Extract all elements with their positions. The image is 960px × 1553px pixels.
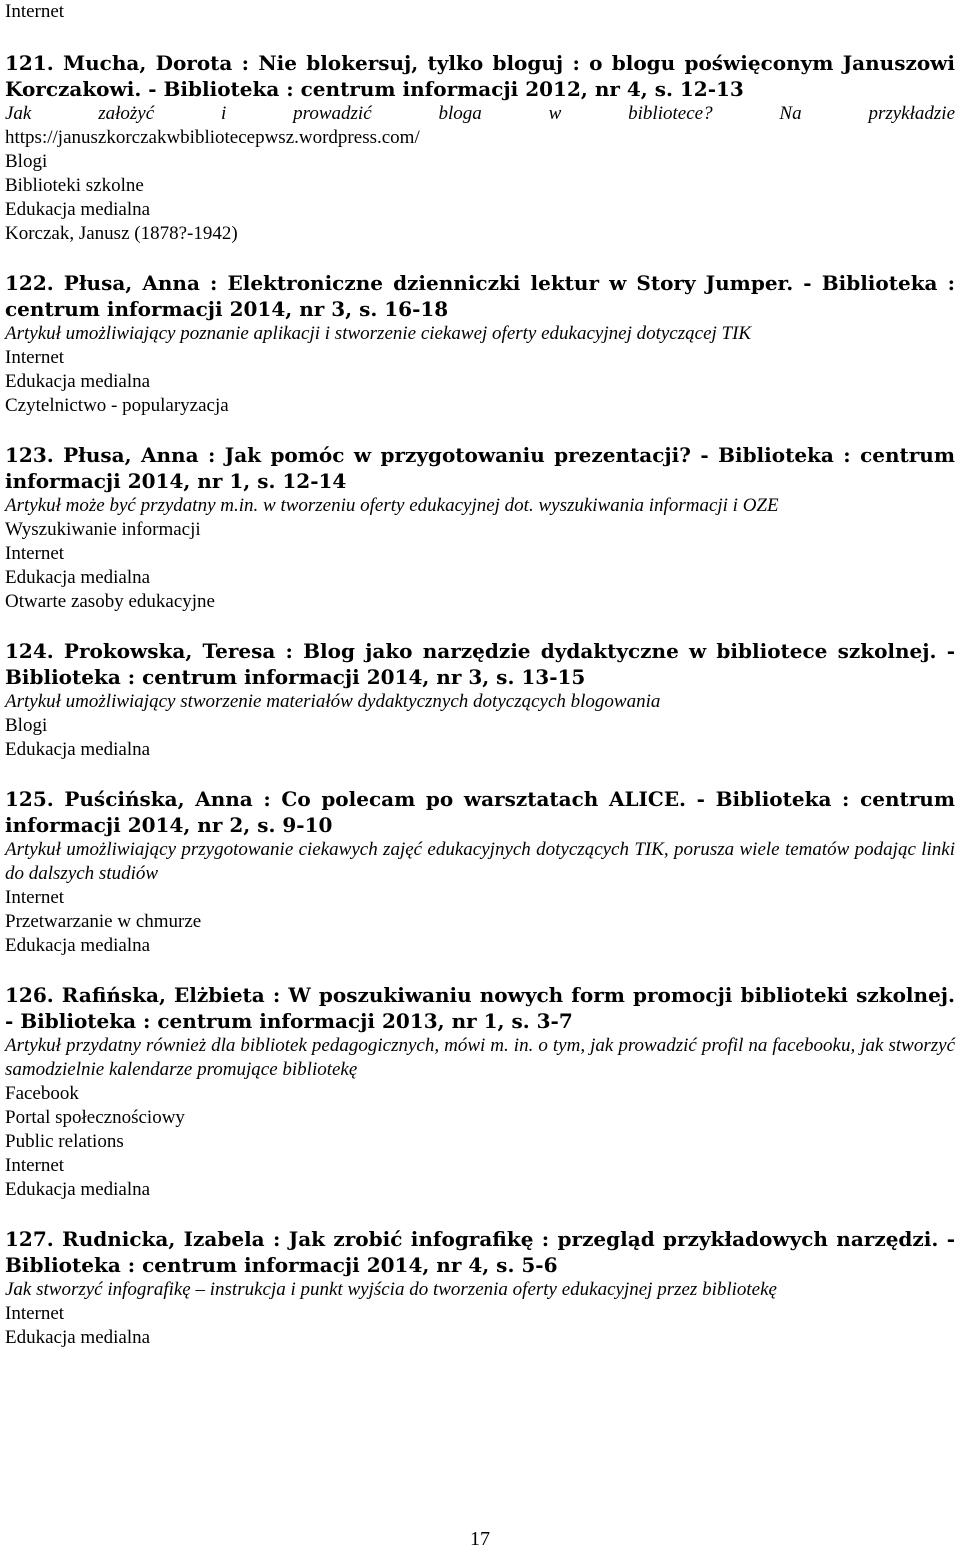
bibliography-list (5, 50, 955, 1350)
bibliography-entry-126 (5, 982, 955, 1202)
document-page (5, 0, 955, 1350)
entry-tags (5, 1082, 955, 1202)
subject-tag: Otwarte zasoby edukacyjne (5, 591, 215, 612)
subject-tag: Blogi (5, 715, 48, 736)
entry-tags (5, 714, 955, 762)
subject-tag: Wyszukiwanie informacji (5, 519, 201, 540)
subject-tag: Korczak, Janusz (1878?-1942) (5, 223, 238, 244)
entry-url[interactable]: https://januszkorczakwbibliotecepwsz.wordpress.com/ (5, 127, 420, 148)
entry-annotation: Artykuł umożliwiający stworzenie materiałów dydaktycznych dotyczących blogowania (5, 691, 661, 712)
bibliography-entry-124 (5, 638, 955, 762)
subject-tag: Internet (5, 887, 65, 908)
entry-tags (5, 346, 955, 418)
subject-tag: Internet (5, 1155, 65, 1176)
subject-tag: Edukacja medialna (5, 1327, 151, 1348)
subject-tag: Internet (5, 543, 65, 564)
entry-annotation: Artykuł umożliwiający poznanie aplikacji i stworzenie ciekawej oferty edukacyjnej dotyczącej TIK (5, 323, 752, 344)
subject-tag: Edukacja medialna (5, 1179, 151, 1200)
page-number: 17 (470, 1528, 490, 1550)
entry-annotation: Jak stworzyć infografikę – instrukcja i punkt wyjścia do tworzenia oferty edukacyjnej przez bibliotekę (5, 1279, 777, 1300)
subject-tag: Edukacja medialna (5, 567, 151, 588)
subject-tag: Edukacja medialna (5, 371, 151, 392)
entry-heading: 123. Płusa, Anna : Jak pomóc w przygotowaniu prezentacji? - Biblioteka : centrum informacji 2014, nr 1, s. 12-14 (5, 443, 955, 493)
entry-tags (5, 518, 955, 614)
bibliography-entry-123 (5, 442, 955, 614)
entry-heading: 122. Płusa, Anna : Elektroniczne dzienniczki lektur w Story Jumper. - Biblioteka : centrum informacji 2014, nr 3, s. 16-18 (5, 271, 955, 321)
subject-tag: Czytelnictwo - popularyzacja (5, 395, 229, 416)
subject-tag: Public relations (5, 1131, 124, 1152)
continuation-tag: Internet (5, 1, 65, 22)
subject-tag: Biblioteki szkolne (5, 175, 144, 196)
subject-tag: Portal społecznościowy (5, 1107, 185, 1128)
entry-heading: 127. Rudnicka, Izabela : Jak zrobić infografikę : przegląd przykładowych narzędzi. - Biblioteka : centrum informacji 2014, nr 4, s. 5-6 (5, 1227, 955, 1277)
subject-tag: Przetwarzanie w chmurze (5, 911, 202, 932)
subject-tag: Edukacja medialna (5, 739, 151, 760)
entry-heading: 124. Prokowska, Teresa : Blog jako narzędzie dydaktyczne w bibliotece szkolnej. - Biblioteka : centrum informacji 2014, nr 3, s. 13-15 (5, 639, 955, 689)
subject-tag: Edukacja medialna (5, 935, 151, 956)
entry-heading: 121. Mucha, Dorota : Nie blokersuj, tylko bloguj : o blogu poświęconym Januszowi Korczakowi. - Biblioteka : centrum informacji 2012, nr 4, s. 12-13 (5, 51, 955, 101)
subject-tag: Internet (5, 1303, 65, 1324)
subject-tag: Edukacja medialna (5, 199, 151, 220)
entry-tags (5, 150, 955, 246)
subject-tag: Blogi (5, 151, 48, 172)
entry-heading: 126. Rafińska, Elżbieta : W poszukiwaniu nowych form promocji biblioteki szkolnej. - Biblioteka : centrum informacji 2013, nr 1, s. 3-7 (5, 983, 955, 1033)
entry-annotation: Artykuł umożliwiający przygotowanie ciekawych zajęć edukacyjnych dotyczących TIK, porusza wiele tematów podając linki do dalszych studiów (5, 839, 955, 884)
bibliography-entry-125 (5, 786, 955, 958)
bibliography-entry-122 (5, 270, 955, 418)
entry-annotation: Artykuł przydatny również dla bibliotek pedagogicznych, mówi m. in. o tym, jak prowadzić profil na facebooku, jak stworzyć samodzielnie kalendarze promujące bibliotekę (5, 1035, 955, 1080)
bibliography-entry-121 (5, 50, 955, 246)
subject-tag: Internet (5, 347, 65, 368)
entry-annotation: Artykuł może być przydatny m.in. w tworzeniu oferty edukacyjnej dot. wyszukiwania informacji i OZE (5, 495, 779, 516)
entry-tags (5, 1302, 955, 1350)
entry-heading: 125. Puścińska, Anna : Co polecam po warsztatach ALICE. - Biblioteka : centrum informacji 2014, nr 2, s. 9-10 (5, 787, 955, 837)
subject-tag: Facebook (5, 1083, 79, 1104)
bibliography-entry-127 (5, 1226, 955, 1350)
entry-annotation: Jak założyć i prowadzić bloga w bibliotece? Na przykładzie (5, 103, 955, 124)
entry-tags (5, 886, 955, 958)
